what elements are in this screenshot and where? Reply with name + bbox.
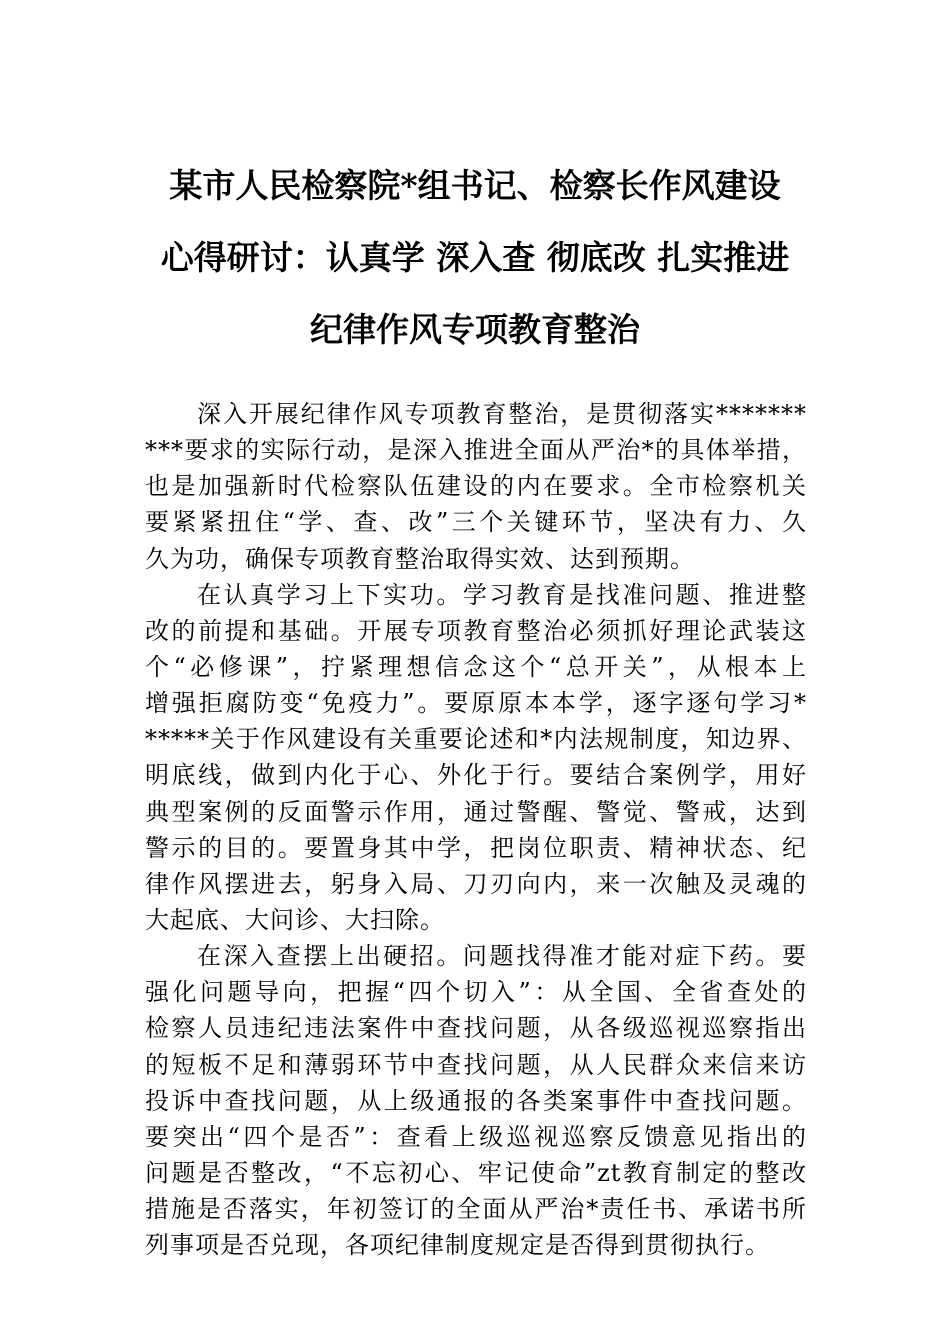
paragraph-2-line: 典型案例的反面警示作用，通过警醒、警觉、警戒，达到 [145, 797, 807, 826]
paragraph-3-line: 问题是否整改，“不忘初心、牢记使命”zt教育制定的整改 [145, 1158, 807, 1187]
paragraph-3-line: 列事项是否兑现，各项纪律制度规定是否得到贯彻执行。 [145, 1231, 770, 1260]
paragraph-2-line: 在认真学习上下实功。学习教育是找准问题、推进整 [197, 580, 807, 609]
document-body [145, 396, 807, 1263]
paragraph-3-line: 的短板不足和薄弱环节中查找问题，从人民群众来信来访 [145, 1050, 807, 1079]
paragraph-3-line: 强化问题导向，把握“四个切入”：从全国、全省查处的 [145, 978, 807, 1007]
paragraph-2-line: *****关于作风建设有关重要论述和*内法规制度，知边界、 [145, 725, 807, 754]
paragraph-3-line: 要突出“四个是否”：查看上级巡视巡察反馈意见指出的 [145, 1122, 807, 1151]
paragraph-2-line: 改的前提和基础。开展专项教育整治必须抓好理论武装这 [145, 616, 807, 645]
paragraph-2-line: 个“必修课”，拧紧理想信念这个“总开关”，从根本上 [145, 652, 807, 681]
paragraph-2-line: 警示的目的。要置身其中学，把岗位职责、精神状态、纪 [145, 833, 807, 862]
paragraph-1-line: 久为功，确保专项教育整治取得实效、达到预期。 [145, 544, 695, 573]
paragraph-2-line: 明底线，做到内化于心、外化于行。要结合案例学，用好 [145, 761, 807, 790]
paragraph-1-line: ***要求的实际行动，是深入推进全面从严治*的具体举措， [145, 436, 807, 465]
paragraph-3-line: 在深入查摆上出硬招。问题找得准才能对症下药。要 [197, 942, 807, 971]
paragraph-1-line: 要紧紧扭住“学、查、改”三个关键环节，坚决有力、久 [145, 508, 807, 537]
paragraph-1-line: 也是加强新时代检察队伍建设的内在要求。全市检察机关 [145, 472, 807, 501]
paragraph-2-line: 大起底、大问诊、大扫除。 [145, 905, 445, 934]
paragraph-3-line: 措施是否落实，年初签订的全面从严治*责任书、承诺书所 [145, 1195, 807, 1224]
title-line: 某市人民检察院*组书记、检察长作风建设 [169, 166, 781, 205]
paragraph-1-line: 深入开展纪律作风专项教育整治，是贯彻落实******* [197, 400, 807, 428]
paragraph-3-line: 检察人员违纪违法案件中查找问题，从各级巡视巡察指出 [145, 1014, 807, 1043]
document-title [120, 150, 830, 366]
title-line: 心得研讨：认真学 深入查 彻底改 扎实推进 [160, 238, 790, 277]
paragraph-2-line: 律作风摆进去，躬身入局、刀刃向内，来一次触及灵魂的 [145, 869, 807, 898]
title-line: 纪律作风专项教育整治 [310, 310, 640, 349]
paragraph-2-line: 增强拒腐防变“免疫力”。要原原本本学，逐字逐句学习* [145, 689, 807, 718]
paragraph-3-line: 投诉中查找问题，从上级通报的各类案事件中查找问题。 [145, 1086, 807, 1115]
